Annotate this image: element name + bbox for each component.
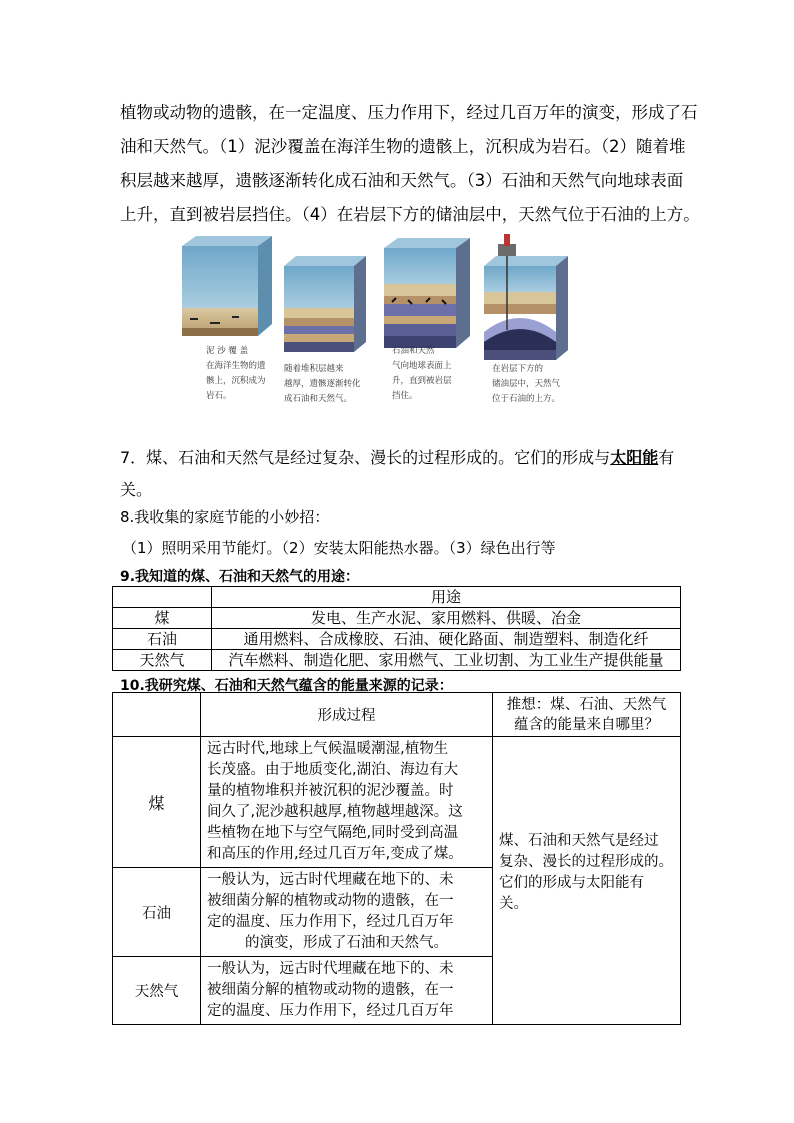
cell-line: 量的植物堆积并被沉积的泥沙覆盖。时 [207, 783, 454, 799]
row-label: 天然气 [113, 957, 201, 1025]
table-cell [113, 587, 212, 608]
q7-text: 7．煤、石油和天然气是经过复杂、漫长的过程形成的。它们的形成与 [120, 448, 611, 467]
table-cell [201, 868, 493, 957]
cell-line: 它们的形成与太阳能有 [499, 875, 644, 891]
intro-line: 上升，直到被岩层挡住。（4）在岩层下方的储油层中，天然气位于石油的上方。 [120, 205, 700, 224]
caption-line: 位于石油的上方。 [492, 394, 561, 404]
caption-3 [392, 344, 452, 404]
table-row [113, 629, 681, 650]
block-4 [484, 234, 568, 360]
table-row [113, 693, 681, 737]
cell-line: 些植物在地下与空气隔绝,同时受到高温 [207, 825, 459, 841]
table-cell: 石油 [113, 629, 212, 650]
table-header [493, 693, 681, 737]
table-cell: 发电、生产水泥、家用燃料、供暖、冶金 [212, 608, 681, 629]
caption-2 [284, 362, 361, 407]
table-row [113, 650, 681, 671]
block-1 [182, 236, 272, 336]
intro-line: 积层越来越厚，遗骸逐渐转化成石油和天然气。（3）石油和天然气向地球表面 [120, 171, 684, 190]
caption-line: 石油和天然 [392, 346, 435, 356]
cell-line: 关。 [499, 896, 528, 912]
question-8-title: 8.我收集的家庭节能的小妙招： [120, 508, 330, 526]
cell-line: 煤、石油和天然气是经过 [499, 833, 659, 849]
intro-line: 油和天然气。（1）泥沙覆盖在海洋生物的遗骸上，沉积成为岩石。（2）随着堆 [120, 137, 686, 156]
table-row [113, 737, 681, 868]
caption-1 [206, 344, 266, 404]
cell-line: 被细菌分解的植物或动物的遗骸，在一 [207, 982, 454, 998]
block-2 [284, 256, 366, 352]
table-cell: 汽车燃料、制造化肥、家用燃气、工业切割、为工业生产提供能量 [212, 650, 681, 671]
oil-formation-figure [180, 232, 590, 422]
header-line: 蕴含的能量来自哪里？ [514, 716, 659, 733]
caption-line: 储油层中，天然气 [492, 379, 561, 389]
question-8-answer: （1）照明采用节能灯。（2）安装太阳能热水器。（3）绿色出行等 [122, 539, 556, 557]
caption-line: 越厚，遗骸逐渐转化 [284, 379, 361, 389]
caption-line: 升，直到被岩层 [392, 376, 452, 386]
cell-line: 的演变，形成了石油和天然气。 [245, 935, 448, 951]
uses-table [112, 586, 681, 671]
cell-line: 定的温度、压力作用下，经过几百万年 [207, 1003, 454, 1019]
cell-line: 复杂、漫长的过程形成的。 [499, 854, 673, 870]
table-cell: 天然气 [113, 650, 212, 671]
energy-source-table [112, 692, 681, 1025]
caption-line: 岩石。 [206, 391, 232, 401]
cell-line: 和高压的作用,经过几百万年,变成了煤。 [207, 846, 463, 862]
caption-line: 在海洋生物的遗 [206, 361, 266, 371]
cell-line: 被细菌分解的植物或动物的遗骸，在一 [207, 893, 454, 909]
table-row [113, 587, 681, 608]
guess-cell [493, 737, 681, 1025]
cell-line: 定的温度、压力作用下，经过几百万年 [207, 914, 454, 930]
intro-line: 植物或动物的遗骸，在一定温度、压力作用下，经过几百万年的演变，形成了石 [120, 103, 698, 122]
table-cell: 煤 [113, 608, 212, 629]
table-cell [201, 957, 493, 1025]
question-9-title: 9.我知道的煤、石油和天然气的用途： [120, 569, 360, 585]
header-line: 推想：煤、石油、天然气 [506, 696, 667, 713]
q7-text: 有 [658, 448, 675, 467]
caption-line: 气向地球表面上 [392, 361, 452, 371]
cell-line: 远古时代,地球上气候温暖潮湿,植物生 [207, 741, 449, 757]
question-7 [120, 442, 680, 506]
caption-4 [492, 362, 560, 407]
cell-line: 一般认为，远古时代埋藏在地下的、未 [207, 872, 454, 888]
caption-line: 骸上，沉积成为 [206, 376, 266, 386]
table-cell: 通用燃料、合成橡胶、石油、硬化路面、制造塑料、制造化纤 [212, 629, 681, 650]
caption-line: 随着堆积层越来 [284, 364, 344, 374]
q7-highlight: 太阳能 [610, 448, 659, 467]
row-label: 石油 [113, 868, 201, 957]
caption-line: 挡住。 [392, 391, 418, 401]
table-cell [201, 737, 493, 868]
table-cell [113, 693, 201, 737]
caption-line: 在岩层下方的 [492, 364, 544, 374]
block-3 [384, 238, 470, 348]
table-row [113, 608, 681, 629]
caption-line: 成石油和天然气。 [284, 394, 353, 404]
caption-line: 泥 沙 覆 盖 [206, 346, 249, 356]
q7-text: 关。 [120, 480, 153, 499]
table-header: 形成过程 [201, 693, 493, 737]
cell-line: 一般认为，远古时代埋藏在地下的、未 [207, 961, 454, 977]
row-label: 煤 [113, 737, 201, 868]
cell-line: 长茂盛。由于地质变化,湖泊、海边有大 [207, 762, 459, 778]
question-10-title: 10.我研究煤、石油和天然气蕴含的能量来源的记录： [120, 678, 453, 694]
table-header: 用途 [212, 587, 681, 608]
cell-line: 间久了,泥沙越积越厚,植物越埋越深。这 [207, 804, 463, 820]
intro-paragraph [120, 96, 700, 232]
